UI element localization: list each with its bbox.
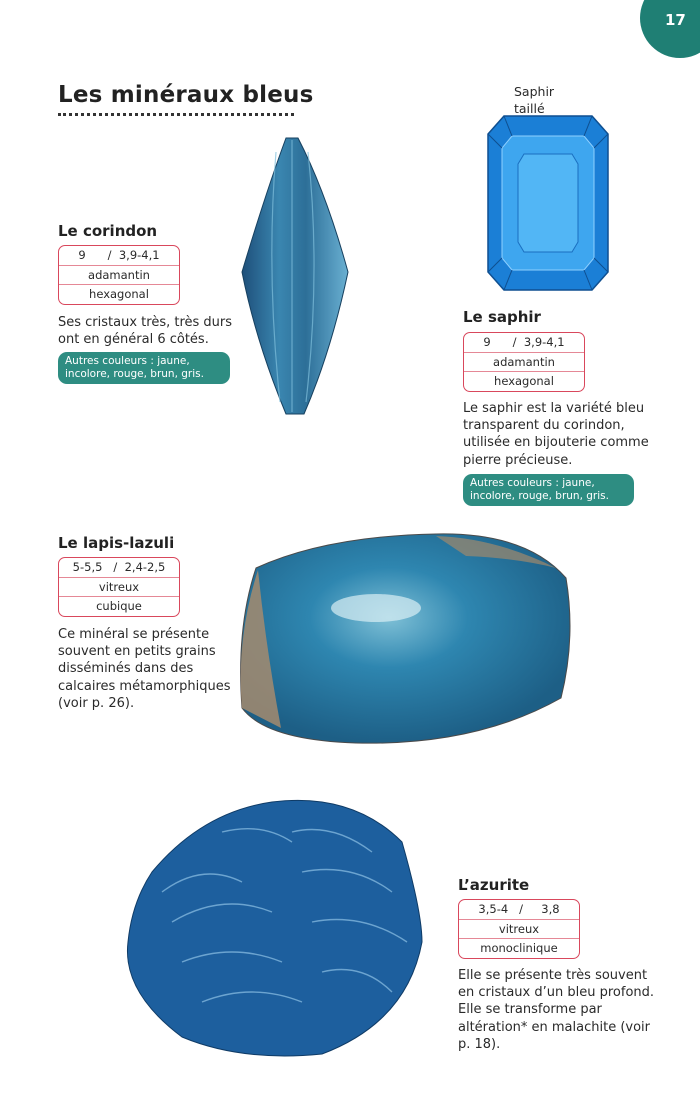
- azurite-description: Elle se présente très souvent en cristaux d’un bleu profond. Elle se transforme par altération* en malachite (voir p. 18).: [458, 968, 655, 1052]
- separator: /: [113, 560, 118, 574]
- crystal-system: monoclinique: [459, 938, 579, 958]
- corindon-other-colors: Autres couleurs : jaune, incolore, rouge, brun, gris.: [58, 352, 230, 384]
- crystal-system: cubique: [59, 596, 179, 616]
- corindon-heading: Le corindon: [58, 222, 158, 240]
- lapis-properties-table: [58, 557, 180, 617]
- cut-sapphire-illustration: [484, 114, 614, 294]
- separator: /: [107, 248, 112, 262]
- saphir-image-caption: Saphir taillé: [514, 84, 555, 116]
- crystal-system: hexagonal: [464, 371, 584, 391]
- hardness: 9: [78, 248, 86, 262]
- density: 3,9-4,1: [523, 335, 565, 349]
- corindon-crystal-illustration: [236, 132, 356, 424]
- hardness: 9: [483, 335, 491, 349]
- corindon-properties-table: [58, 245, 180, 305]
- corindon-description: Ses cristaux très, très durs ont en général 6 côtés.: [58, 315, 233, 348]
- luster: adamantin: [464, 352, 584, 372]
- separator: /: [519, 902, 524, 916]
- page-number-badge: [640, 0, 700, 58]
- hardness: 3,5-4: [478, 902, 509, 916]
- title-underline: [58, 113, 294, 116]
- saphir-properties-table: [463, 332, 585, 392]
- page-title: Les minéraux bleus: [58, 82, 314, 108]
- azurite-properties-table: [458, 899, 580, 959]
- azurite-heading: L’azurite: [458, 876, 530, 894]
- saphir-heading: Le saphir: [463, 308, 541, 326]
- saphir-description: Le saphir est la variété bleu transparent du corindon, utilisée en bijouterie comme pierre précieuse.: [463, 401, 649, 468]
- density: 2,4-2,5: [124, 560, 166, 574]
- page-number: 17: [665, 11, 686, 29]
- density: 3,8: [541, 902, 560, 916]
- azurite-illustration: [122, 792, 434, 1062]
- luster: adamantin: [59, 265, 179, 285]
- lapis-heading: Le lapis-lazuli: [58, 534, 175, 552]
- luster: vitreux: [459, 919, 579, 939]
- saphir-other-colors: Autres couleurs : jaune, incolore, rouge, brun, gris.: [463, 474, 634, 506]
- separator: /: [512, 335, 517, 349]
- luster: vitreux: [59, 577, 179, 597]
- density: 3,9-4,1: [118, 248, 160, 262]
- crystal-system: hexagonal: [59, 284, 179, 304]
- lapis-lazuli-illustration: [236, 528, 578, 752]
- hardness: 5-5,5: [72, 560, 103, 574]
- lapis-description: Ce minéral se présente souvent en petits grains disséminés dans des calcaires métamorphiques (voir p. 26).: [58, 627, 231, 711]
